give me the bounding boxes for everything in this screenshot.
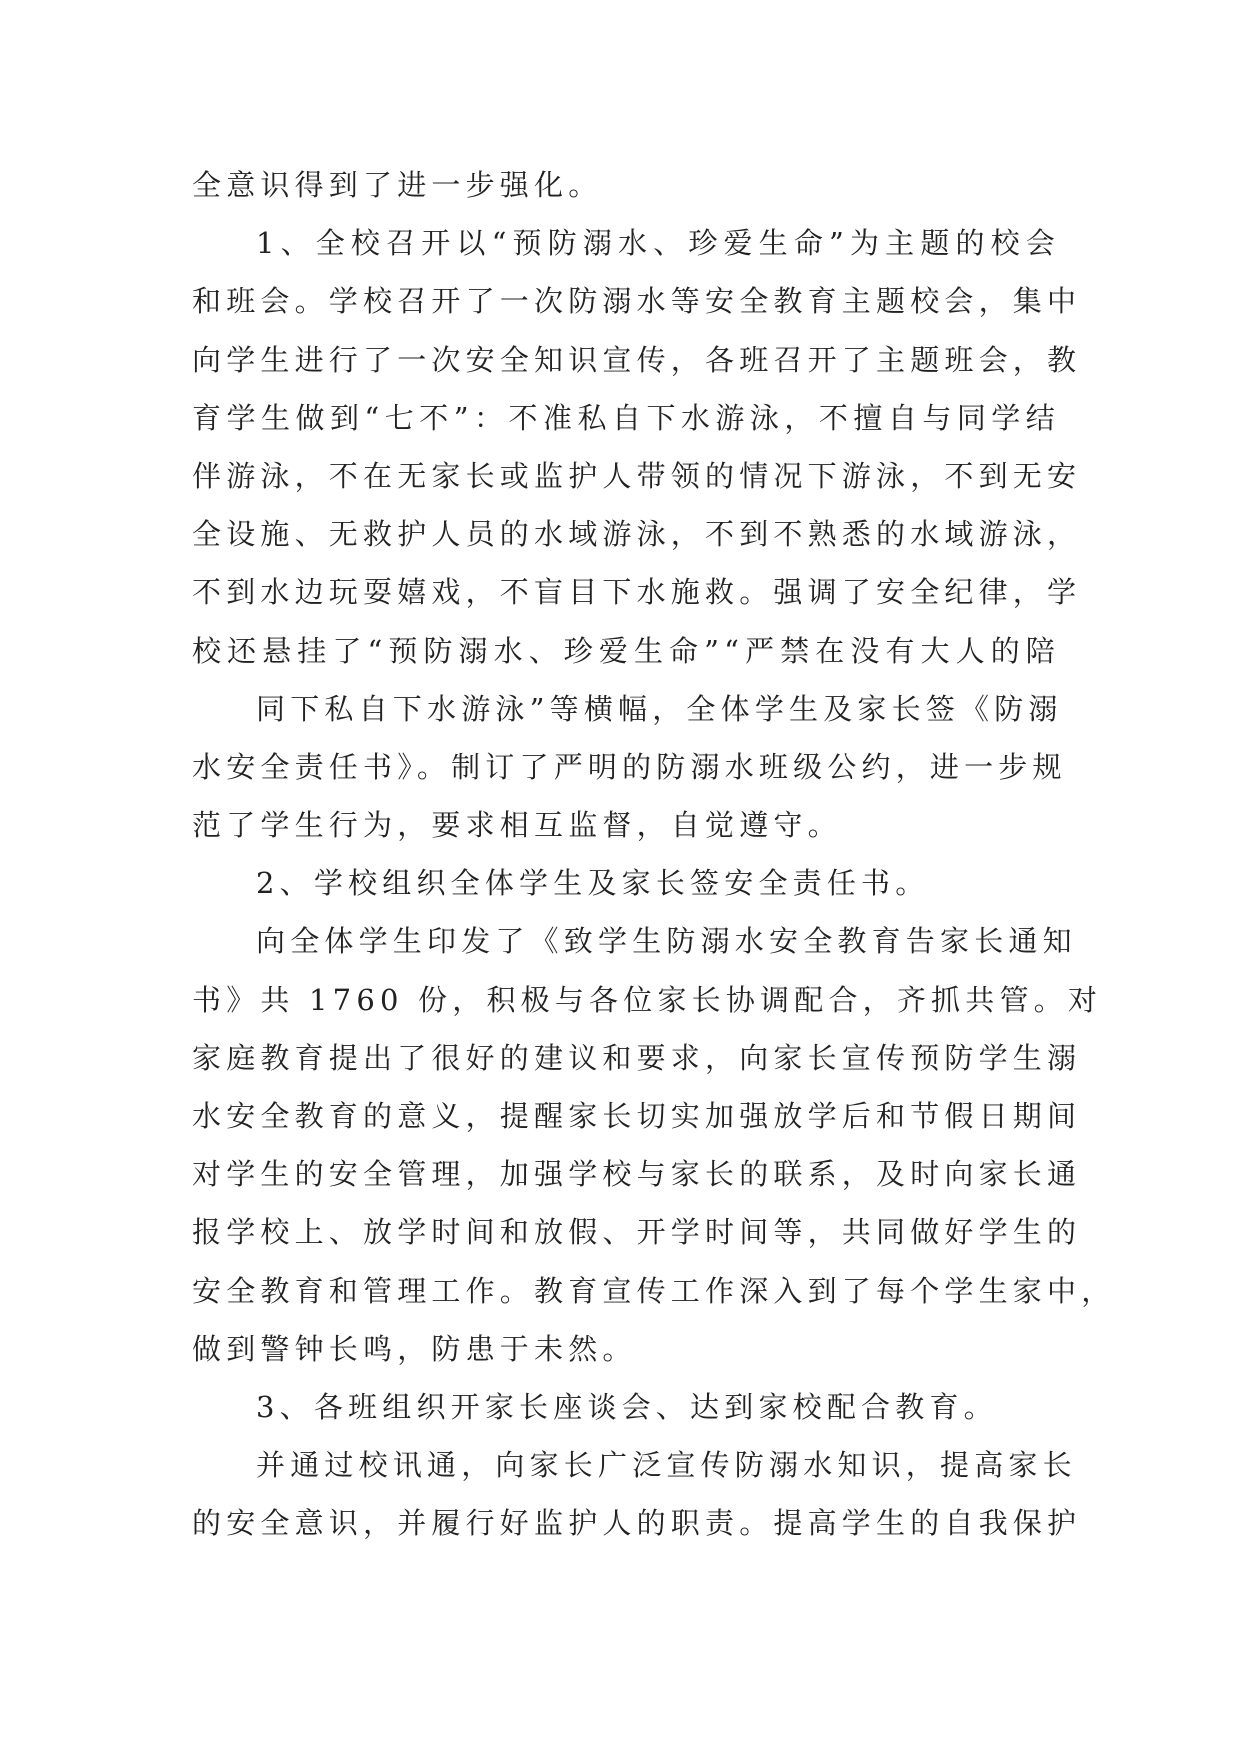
text-line: 书》共 1760 份，积极与各位家长协调配合，齐抓共管。对 [192, 982, 1103, 1017]
text-line: 全意识得到了进一步强化。 [192, 168, 603, 202]
document-body [192, 156, 1116, 1553]
text-line: 报学校上、放学时间和放假、开学时间等，共同做好学生的 [192, 1215, 1082, 1250]
text-line: 对学生的安全管理，加强学校与家长的联系，及时向家长通 [192, 1157, 1082, 1192]
text-line: 育学生做到“七不”：不准私自下水游泳，不擅自与同学结 [192, 400, 1060, 435]
text-line: 并通过校讯通，向家长广泛宣传防溺水知识，提高家长 [256, 1448, 1077, 1483]
text-line: 校还悬挂了“预防溺水、珍爱生命”“严禁在没有大人的陪 [192, 633, 1060, 668]
text-line: 3、各班组织开家长座谈会、达到家校配合教育。 [256, 1389, 998, 1424]
text-line: 伴游泳，不在无家长或监护人带领的情况下游泳，不到无安 [192, 458, 1082, 493]
text-line: 水安全责任书》。制订了严明的防溺水班级公约，进一步规 [192, 749, 1067, 784]
text-line: 做到警钟长鸣，防患于未然。 [192, 1331, 637, 1366]
text-line: 水安全教育的意义，提醒家长切实加强放学后和节假日期间 [192, 1099, 1082, 1133]
text-line: 和班会。学校召开了一次防溺水等安全教育主题校会，集中 [192, 284, 1082, 319]
text-line: 不到水边玩耍嬉戏，不盲目下水施救。强调了安全纪律，学 [192, 575, 1082, 610]
text-line: 安全教育和管理工作。教育宣传工作深入到了每个学生家中， [192, 1273, 1116, 1308]
text-line: 家庭教育提出了很好的建议和要求，向家长宣传预防学生溺 [192, 1040, 1082, 1075]
text-line: 向学生进行了一次安全知识宣传，各班召开了主题班会，教 [192, 342, 1082, 377]
text-line: 1、全校召开以“预防溺水、珍爱生命”为主题的校会 [256, 226, 1060, 261]
text-line: 全设施、无救护人员的水域游泳，不到不熟悉的水域游泳， [192, 517, 1082, 552]
text-line: 2、学校组织全体学生及家长签安全责任书。 [256, 866, 930, 901]
text-line: 的安全意识，并履行好监护人的职责。提高学生的自我保护 [192, 1506, 1082, 1541]
text-line: 同下私自下水游泳”等横幅，全体学生及家长签《防溺 [256, 691, 1063, 726]
text-line: 向全体学生印发了《致学生防溺水安全教育告家长通知 [256, 924, 1077, 959]
text-line: 范了学生行为，要求相互监督，自觉遵守。 [192, 808, 842, 843]
